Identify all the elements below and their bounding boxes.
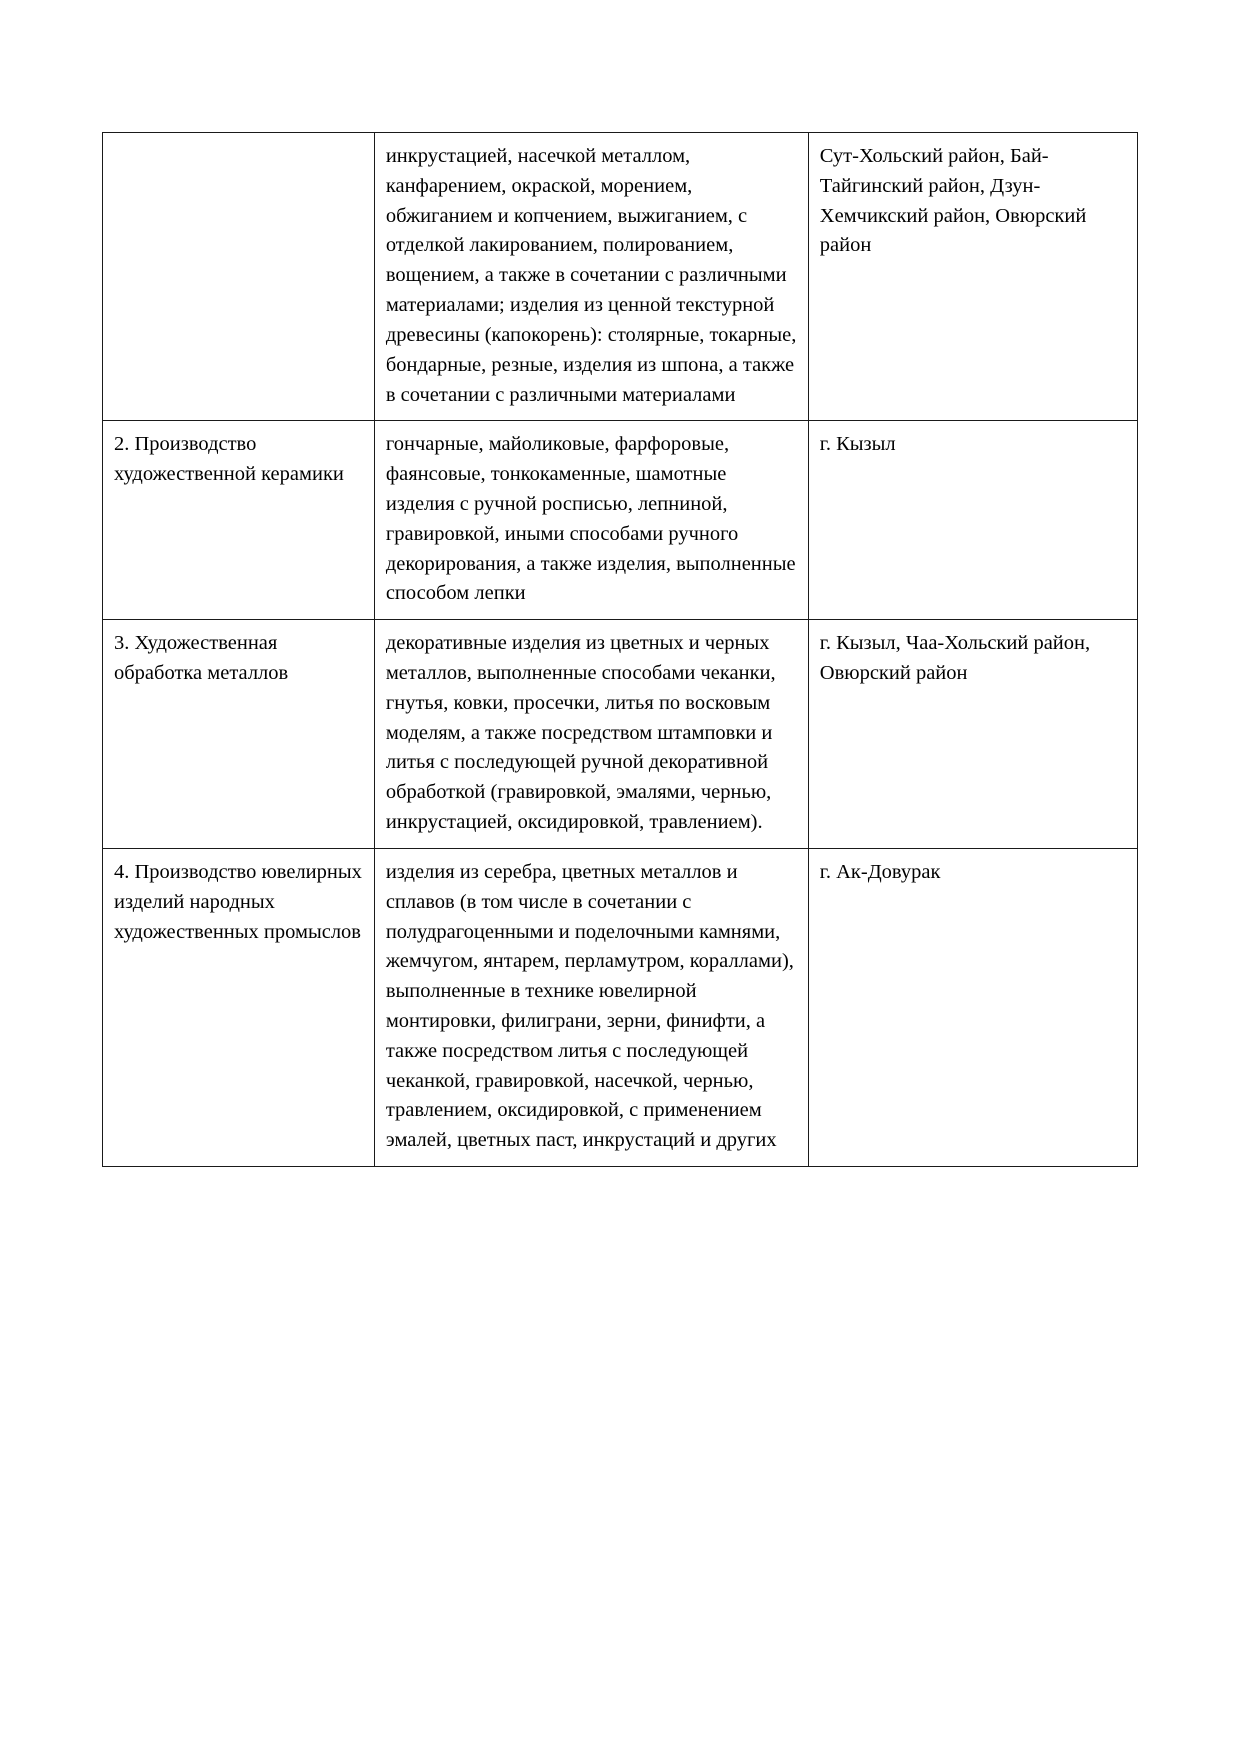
table-cell-craft-name	[103, 848, 375, 1166]
crafts-table	[102, 132, 1138, 1167]
table-cell-craft-region	[808, 421, 1137, 620]
table-cell-craft-region	[808, 620, 1137, 849]
craft-region-text: г. Ак-Довурак	[819, 860, 941, 883]
craft-region-text: г. Кызыл	[819, 433, 896, 456]
table-cell-craft-name	[103, 133, 375, 421]
table-cell-craft-region	[808, 133, 1137, 421]
table-row	[103, 620, 1138, 849]
craft-name-text: 4. Производство ювелирных изделий народных художественных промыслов	[114, 860, 362, 943]
craft-name-text: 2. Производство художественной керамики	[114, 433, 344, 486]
table-cell-craft-name	[103, 620, 375, 849]
craft-description-text: инкрустацией, насечкой металлом, канфарением, окраской, морением, обжиганием и копчением, выжиганием, с отделкой лакированием, полированием, вощением, а также в сочетании с различными материалами; изделия из ценной текстурной древесины (капокорень): столярные, токарные, бондарные, резные, изделия из шпона, а также в сочетании с различными материалами	[385, 145, 797, 406]
table-cell-craft-name	[103, 421, 375, 620]
table-cell-craft-region	[808, 848, 1137, 1166]
craft-description-text: изделия из серебра, цветных металлов и сплавов (в том числе в сочетании с полудрагоценными и поделочными камнями, жемчугом, янтарем, перламутром, кораллами), выполненные в технике ювелирной монтировки, филиграни, зерни, финифти, а также посредством литья с последующей чеканкой, гравировкой, насечкой, чернью, травлением, оксидировкой, с применением эмалей, цветных паст, инкрустаций и других	[385, 860, 794, 1152]
craft-region-text: Сут-Хольский район, Бай-Тайгинский район, Дзун-Хемчикский район, Овюрский район	[819, 145, 1087, 257]
table-row	[103, 848, 1138, 1166]
table-cell-craft-description	[374, 421, 808, 620]
table-cell-craft-description	[374, 848, 808, 1166]
table-cell-craft-description	[374, 620, 808, 849]
craft-description-text: гончарные, майоликовые, фарфоровые, фаянсовые, тонкокаменные, шамотные изделия с ручной росписью, лепниной, гравировкой, иными способами ручного декорирования, а также изделия, выполненные способом лепки	[385, 433, 796, 605]
table-row	[103, 133, 1138, 421]
table-body	[103, 133, 1138, 1167]
table-cell-craft-description	[374, 133, 808, 421]
craft-description-text: декоративные изделия из цветных и черных металлов, выполненные способами чеканки, гнутья, ковки, просечки, литья по восковым моделям, а также посредством штамповки и литья с последующей ручной декоративной обработкой (гравировкой, эмалями, чернью, инкрустацией, оксидировкой, травлением).	[385, 632, 776, 834]
craft-name-text: 3. Художественная обработка металлов	[114, 632, 289, 684]
craft-region-text: г. Кызыл, Чаа-Хольский район, Овюрский район	[819, 632, 1091, 684]
table-row	[103, 421, 1138, 620]
